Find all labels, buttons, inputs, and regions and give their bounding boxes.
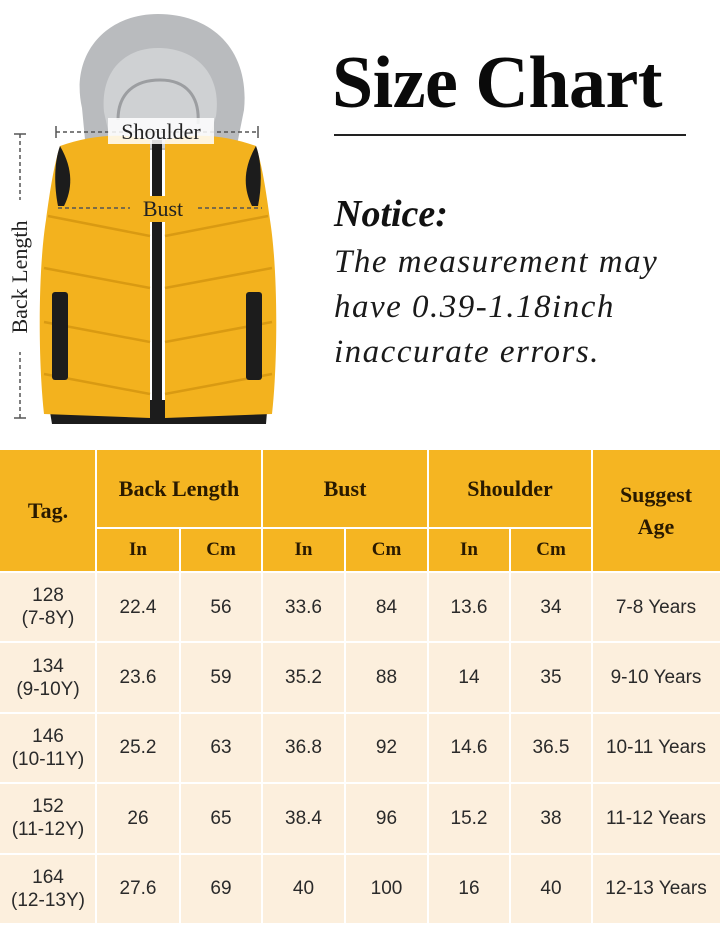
header-unit-cm: Cm <box>345 528 428 572</box>
cell-shoulder-cm: 40 <box>510 854 592 924</box>
table-gridline <box>179 528 181 924</box>
row-tag-age: (11-12Y) <box>11 819 85 841</box>
row-tag-age: (7-8Y) <box>21 608 75 630</box>
bust-label: Bust <box>142 196 184 221</box>
cell-back-cm: 59 <box>180 642 262 712</box>
header-unit-in: In <box>428 528 510 572</box>
vest-body <box>40 136 277 418</box>
cell-bust-cm: 100 <box>345 854 428 924</box>
cell-bust-cm: 84 <box>345 572 428 642</box>
notice-line: have 0.39-1.18inch <box>334 289 615 325</box>
cell-back-in: 22.4 <box>96 572 180 642</box>
cell-back-cm: 56 <box>180 572 262 642</box>
notice-heading: Notice: <box>334 193 448 235</box>
title-divider <box>334 134 686 136</box>
page-title: Size Chart <box>332 42 662 124</box>
row-tag <box>0 713 96 783</box>
header-back-length: Back Length <box>96 450 262 528</box>
back-length-measure <box>7 134 32 418</box>
shoulder-label: Shoulder <box>121 119 201 144</box>
row-tag <box>0 783 96 853</box>
cell-bust-in: 38.4 <box>262 783 345 853</box>
header-suggest-age-line: Suggest <box>619 482 693 507</box>
notice-text <box>334 240 714 375</box>
cell-shoulder-cm: 34 <box>510 572 592 642</box>
header-unit-cm: Cm <box>180 528 262 572</box>
cell-bust-in: 36.8 <box>262 713 345 783</box>
cell-shoulder-in: 14 <box>428 642 510 712</box>
row-tag-size: 164 <box>32 866 64 888</box>
cell-shoulder-in: 14.6 <box>428 713 510 783</box>
cell-shoulder-cm: 35 <box>510 642 592 712</box>
table-gridline <box>96 527 592 529</box>
row-tag <box>0 642 96 712</box>
cell-age: 7-8 Years <box>592 572 720 642</box>
cell-bust-cm: 96 <box>345 783 428 853</box>
cell-back-cm: 63 <box>180 713 262 783</box>
notice-line: inaccurate errors. <box>334 334 600 370</box>
cell-shoulder-in: 13.6 <box>428 572 510 642</box>
cell-age: 10-11 Years <box>592 713 720 783</box>
header-tag: Tag. <box>0 450 96 572</box>
vest-illustration <box>0 0 300 440</box>
row-tag-size: 146 <box>32 725 64 747</box>
cell-shoulder-cm: 38 <box>510 783 592 853</box>
cell-shoulder-cm: 36.5 <box>510 713 592 783</box>
cell-bust-in: 33.6 <box>262 572 345 642</box>
header-suggest-age-line: Age <box>637 514 675 539</box>
cell-age: 9-10 Years <box>592 642 720 712</box>
row-tag-age: (9-10Y) <box>16 678 80 700</box>
cell-age: 11-12 Years <box>592 783 720 853</box>
table-gridline <box>0 782 720 784</box>
row-tag <box>0 572 96 642</box>
header-unit-in: In <box>262 528 345 572</box>
cell-bust-in: 35.2 <box>262 642 345 712</box>
row-tag-size: 134 <box>32 655 64 677</box>
header-suggest-age <box>592 450 720 572</box>
cell-back-in: 26 <box>96 783 180 853</box>
row-tag-age: (12-13Y) <box>11 889 85 911</box>
cell-bust-cm: 92 <box>345 713 428 783</box>
table-gridline <box>0 712 720 714</box>
table-gridline <box>0 641 720 643</box>
row-tag-size: 128 <box>32 585 64 607</box>
notice-line: The measurement may <box>334 244 659 280</box>
cell-back-in: 23.6 <box>96 642 180 712</box>
cell-bust-in: 40 <box>262 854 345 924</box>
cell-back-in: 25.2 <box>96 713 180 783</box>
table-gridline <box>509 528 511 924</box>
table-gridline <box>0 853 720 855</box>
table-gridline <box>0 571 720 573</box>
header-unit-cm: Cm <box>510 528 592 572</box>
cell-back-cm: 69 <box>180 854 262 924</box>
back-length-label: Back Length <box>7 220 32 334</box>
table-gridline <box>344 528 346 924</box>
cell-shoulder-in: 15.2 <box>428 783 510 853</box>
row-tag-size: 152 <box>32 796 64 818</box>
row-tag <box>0 854 96 924</box>
row-tag-age: (10-11Y) <box>11 748 85 770</box>
cell-bust-cm: 88 <box>345 642 428 712</box>
header-shoulder: Shoulder <box>428 450 592 528</box>
cell-shoulder-in: 16 <box>428 854 510 924</box>
header-unit-in: In <box>96 528 180 572</box>
size-table <box>0 450 720 924</box>
cell-back-cm: 65 <box>180 783 262 853</box>
header-bust: Bust <box>262 450 428 528</box>
cell-age: 12-13 Years <box>592 854 720 924</box>
cell-back-in: 27.6 <box>96 854 180 924</box>
